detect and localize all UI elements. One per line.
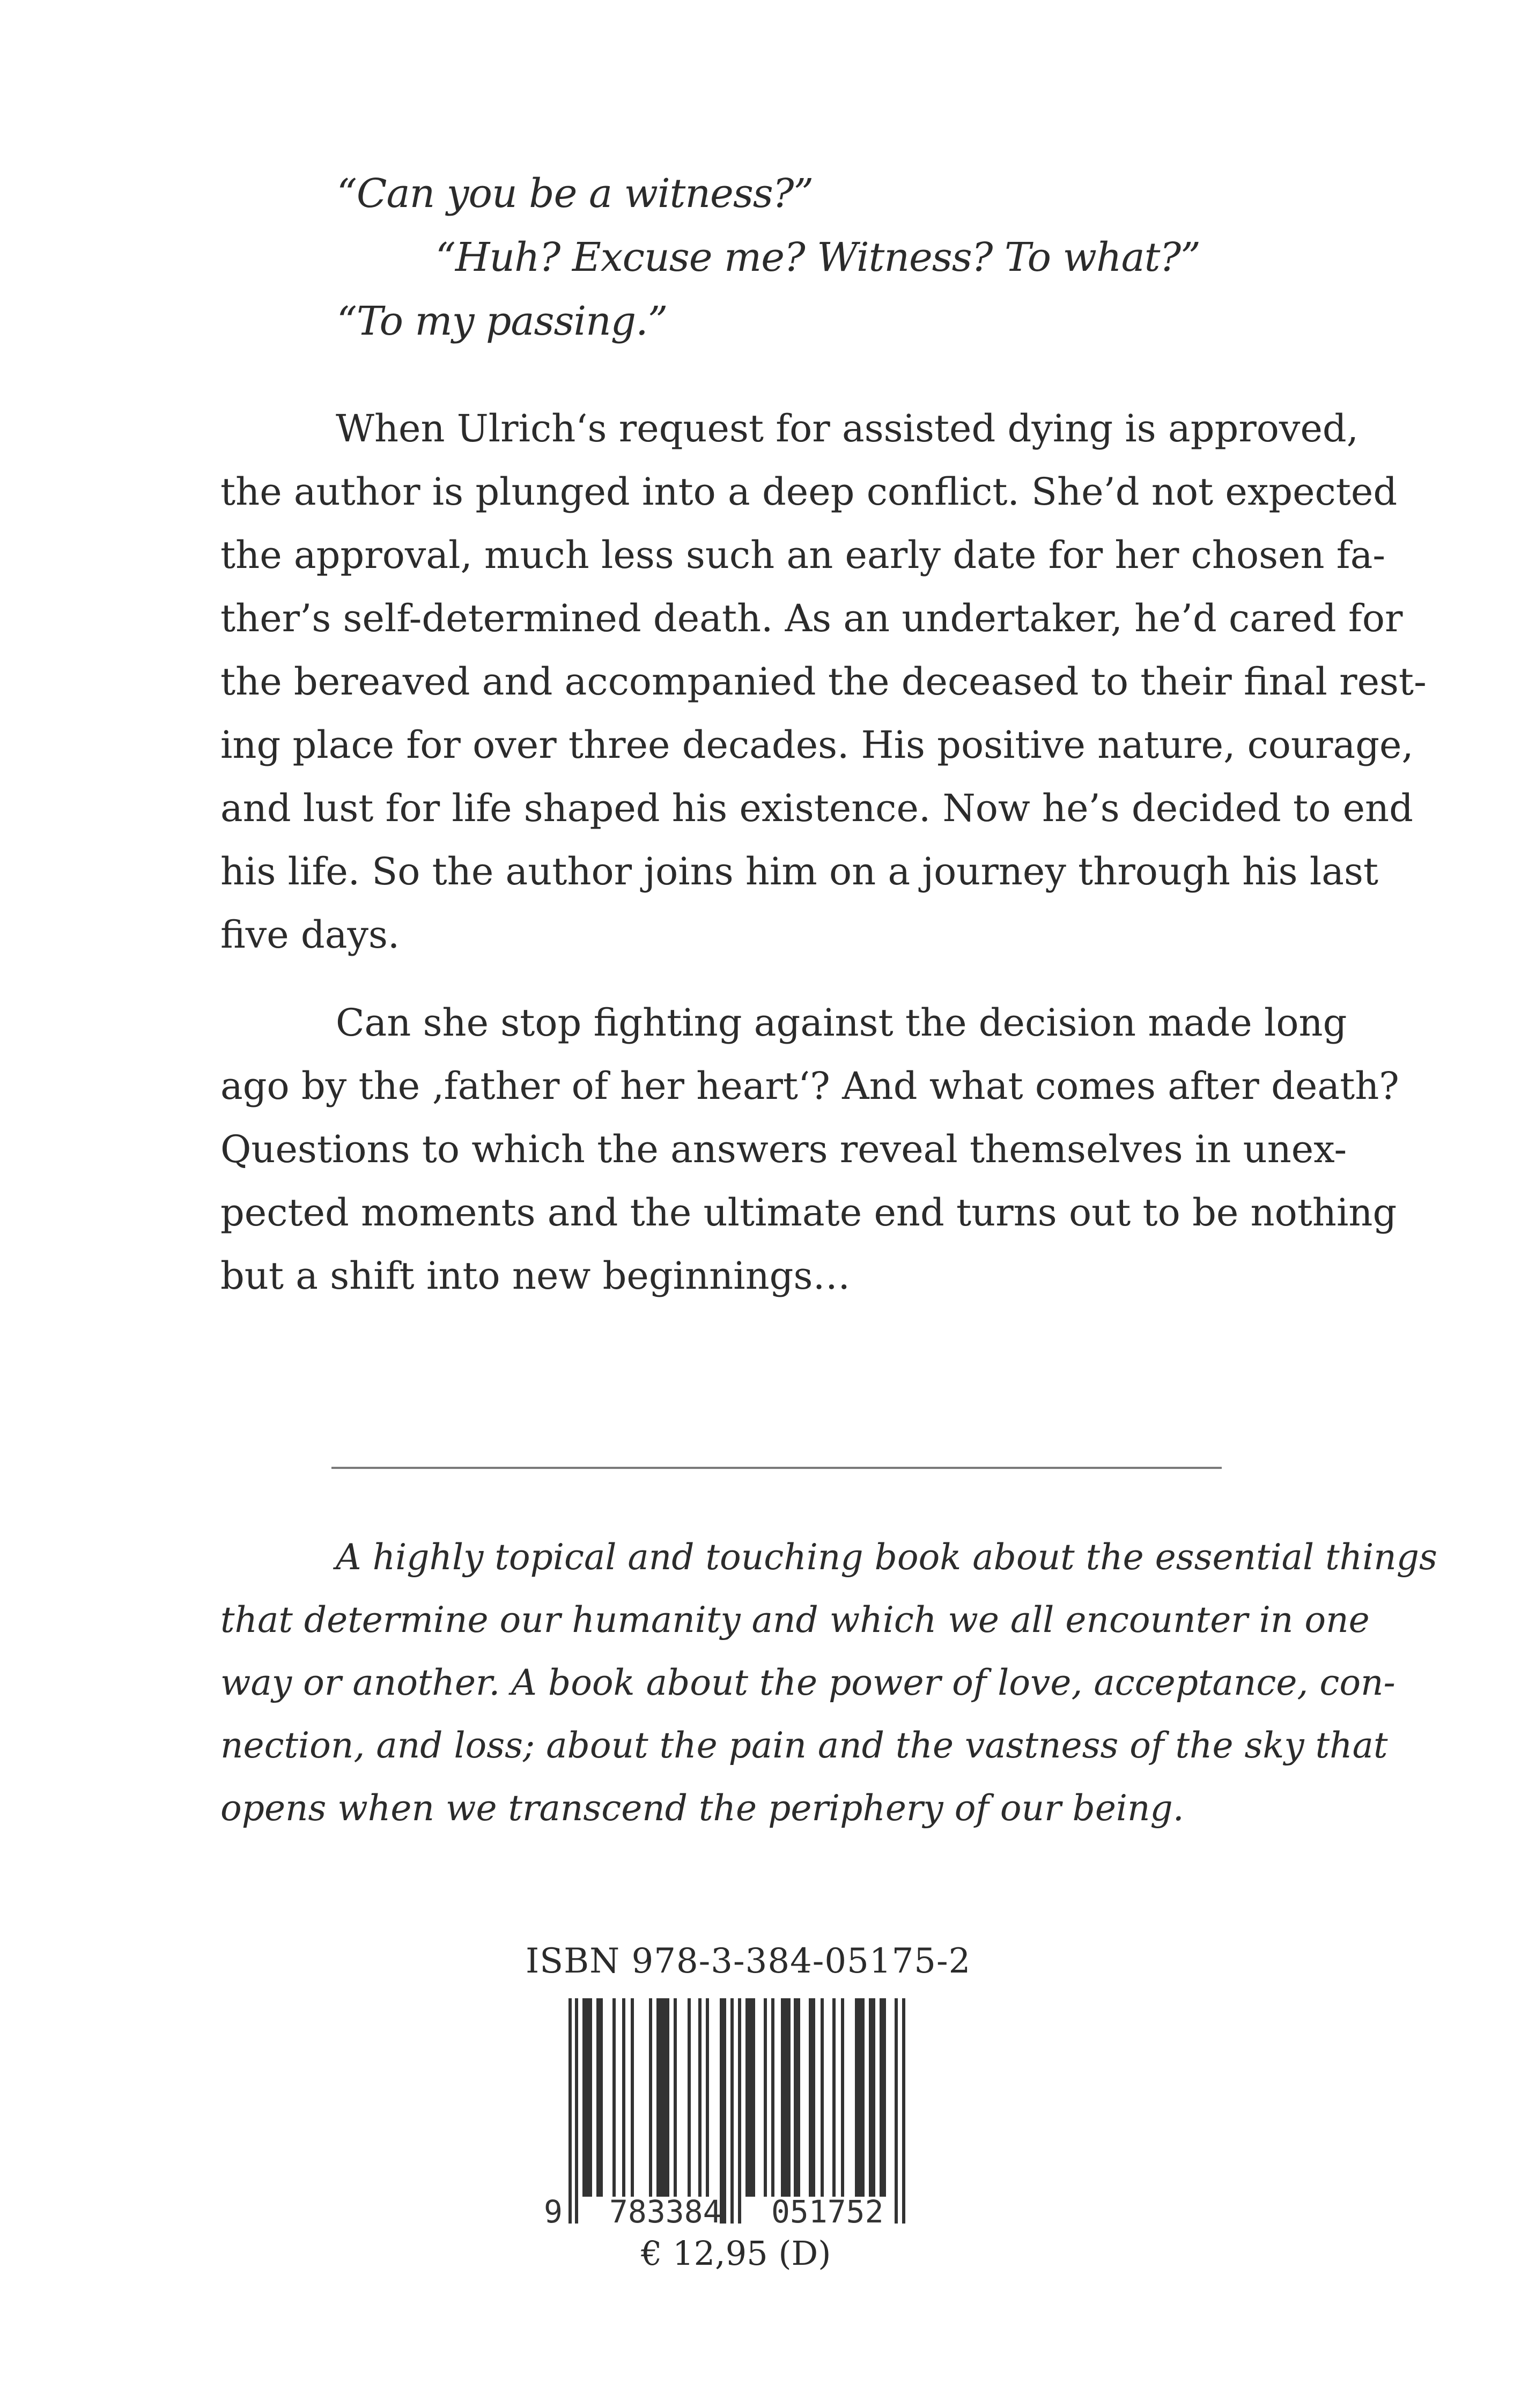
barcode-digits-left: 783384 (609, 2193, 722, 2230)
text-line: pected moments and the ultimate end turns out to be nothing (220, 1191, 1397, 1235)
quote-line-2: “Huh? Excuse me? Witness? To what?” (435, 234, 1200, 280)
price-label: € 12,95 (D) (641, 2234, 831, 2273)
text-line: that determine our humanity and which we all encounter in one (220, 1599, 1370, 1641)
text-line: Can she stop fighting against the decision made long (336, 1001, 1347, 1045)
barcode-digit-first: 9 (544, 2193, 563, 2230)
barcode-digits-right: 051752 (771, 2193, 884, 2230)
text-line: A highly topical and touching book about the essential things (336, 1537, 1437, 1578)
synopsis-paragraph-1 (220, 397, 1427, 966)
text-line: way or another. A book about the power of love, acceptance, con- (220, 1662, 1396, 1703)
synopsis-paragraph-2 (220, 991, 1399, 1308)
barcode-icon (536, 1998, 944, 2234)
quote-line-1: “Can you be a witness?” (337, 171, 814, 217)
text-line: the bereaved and accompanied the deceased to their final rest- (220, 660, 1427, 704)
text-line: ther’s self-determined death. As an undertaker, he’d cared for (220, 596, 1403, 640)
text-line: five days. (220, 913, 400, 957)
blurb-paragraph (220, 1526, 1437, 1840)
text-line: but a shift into new beginnings… (220, 1254, 851, 1298)
text-line: ing place for over three decades. His positive nature, courage, (220, 723, 1414, 767)
text-line: the author is plunged into a deep conflict. She’d not expected (220, 470, 1398, 514)
text-line: Questions to which the answers reveal themselves in unex- (220, 1127, 1347, 1171)
text-line: ago by the ‚father of her heart‘? And what comes after death? (220, 1064, 1399, 1108)
quote-line-3: “To my passing.” (337, 298, 668, 344)
section-divider (331, 1467, 1222, 1469)
isbn-label: ISBN 978-3-384-05175-2 (526, 1941, 971, 1981)
text-line: the approval, much less such an early date for her chosen fa- (220, 533, 1386, 577)
text-line: nection, and loss; about the pain and the vastness of the sky that (220, 1725, 1388, 1766)
text-line: and lust for life shaped his existence. Now he’s decided to end (220, 786, 1413, 830)
text-line: When Ulrich‘s request for assisted dying is approved, (336, 407, 1358, 450)
text-line: his life. So the author joins him on a journey through his last (220, 850, 1378, 893)
text-line: opens when we transcend the periphery of our being. (220, 1787, 1184, 1829)
